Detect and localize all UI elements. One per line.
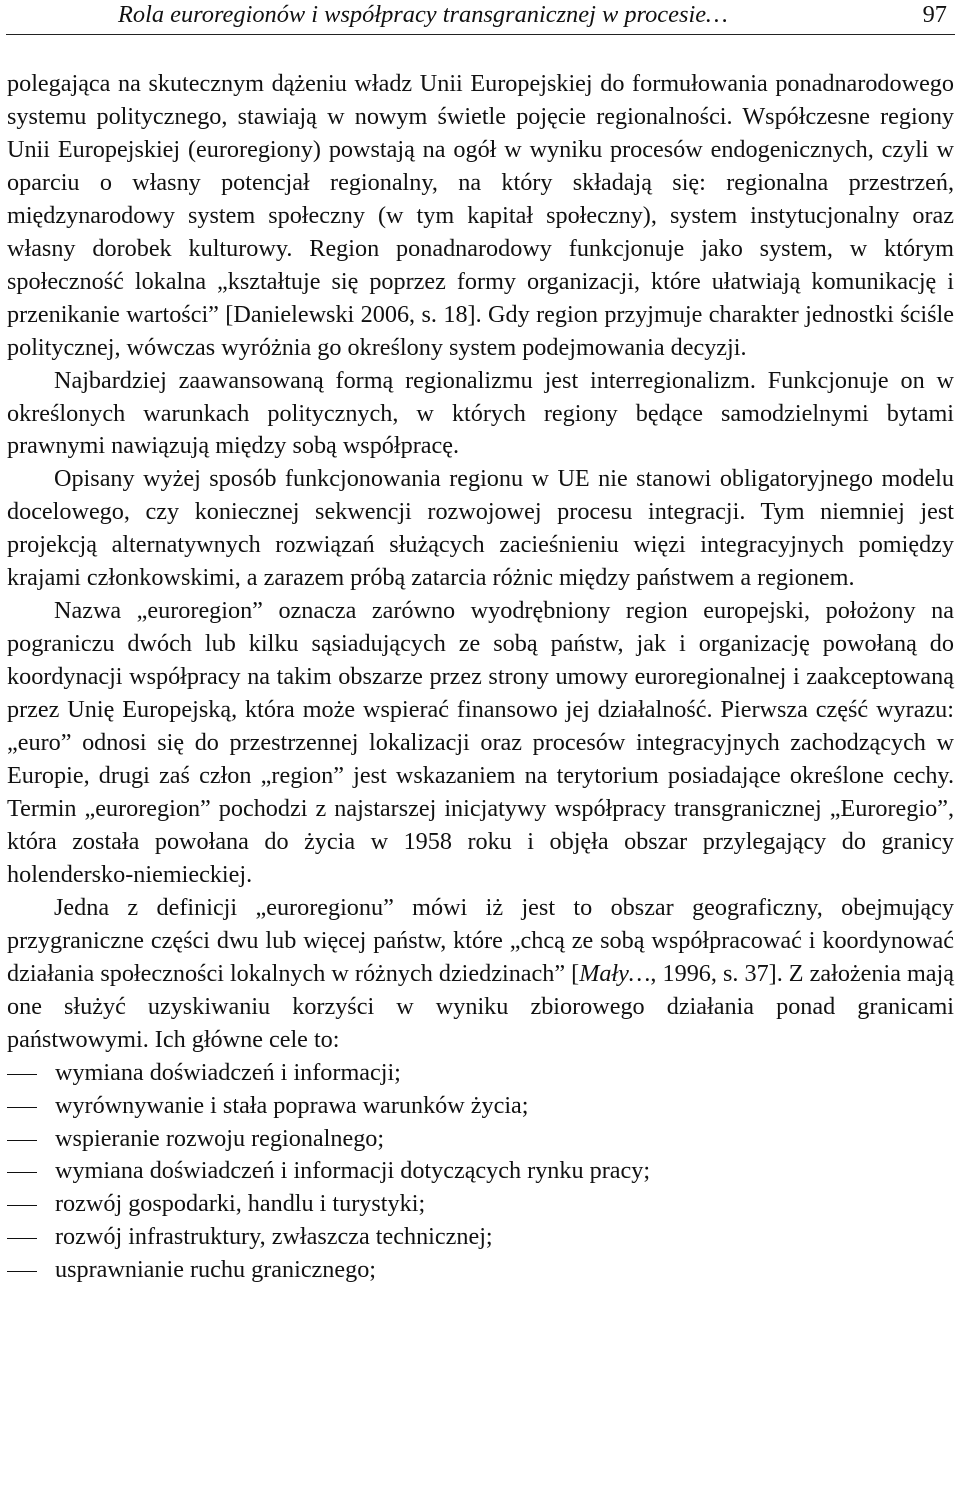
citation-italic: Mały… (579, 959, 651, 987)
paragraph-2-text: Współczesne regiony Unii Europejskiej (euroregiony) powstają na ogół w wyniku procesów endogenicznych, czyli w oparciu o własny potencjał regionalny, na który składają się: regionalna przestrzeń, międzynarodowy system społeczny (w tym kapitał społeczny), system instytucjonalny oraz własny dorobek kulturowy. Region ponadnarodowy funkcjonuje jako system, w którym społeczność lokalna „kształtuje się poprzez formy organizacji, które ułatwiają komunikację i przenikanie wartości” [Danielewski 2006, s. 18]. Gdy region przyjmuje charakter jednostki ściśle politycznej, wówczas wyróżnia go określony system podejmowania decyzji. (7, 102, 955, 361)
list-item (7, 1221, 954, 1254)
running-header (6, 0, 955, 35)
list-item-text: wymiana doświadczeń i informacji; (55, 1058, 401, 1086)
list-item (7, 1057, 954, 1090)
list-item (7, 1254, 954, 1287)
paragraph-6-post: , 1996, s. 37]. Z założenia mają one służyć uzyskiwaniu korzyści w wyniku zbiorowego działania ponad granicami państwowymi. Ich główne cele to: (7, 959, 954, 1053)
paragraph-1 (7, 68, 954, 365)
paragraph-6-pre: Jedna z definicji „euroregionu” mówi iż jest to obszar geograficzny, obejmujący przygraniczne części dwu lub więcej państw, które „chcą ze sobą współpracować i koordynować działania społeczności lokalnych w różnych dziedzinach” [ (7, 893, 954, 987)
list-item-text: rozwój gospodarki, handlu i turystyki; (55, 1190, 426, 1218)
list-item (7, 1155, 954, 1188)
paragraph-2-inline (7, 103, 954, 361)
list-item-text: wyrównywanie i stała poprawa warunków życia; (55, 1091, 529, 1119)
list-item-text: wspieranie rozwoju regionalnego; (55, 1124, 385, 1152)
list-item-text: usprawnianie ruchu granicznego; (55, 1256, 377, 1284)
paragraph-6 (7, 892, 954, 1057)
paragraph-5: Nazwa „euroregion” oznacza zarówno wyodrębniony region europejski, położony na pograniczu dwóch lub kilku sąsiadujących ze sobą państw, jak i organizację powołaną do koordynacji współpracy na takim obszarze przez strony umowy euroregionalnej i zaakceptowaną przez Unię Europejską, która może wspierać finansowo jej działalność. Pierwsza część wyrazu: „euro” odnosi się do przestrzennej lokalizacji oraz procesów integracyjnych zachodzących w Europie, drugi zaś człon „region” jest wskazaniem na terytorium posiadające określone cechy. Termin „euroregion” pochodzi z najstarszej inicjatywy współpracy transgranicznej „Euroregio”, która została powołana do życia w 1958 roku i objęła obszar przylegający do granicy holendersko-niemieckiej. (7, 597, 954, 888)
goals-list (7, 1057, 954, 1288)
running-header-title: Rola euroregionów i współpracy transgranicznej w procesie… (118, 1, 728, 28)
page-number: 97 (922, 1, 947, 28)
paragraph-4: Opisany wyżej sposób funkcjonowania regionu w UE nie stanowi obligatoryjnego modelu docelowego, czy koniecznej sekwencji rozwojowej procesu integracji. Tym niemniej jest projekcją alternatywnych rozwiązań służących zacieśnieniu więzi integracyjnych pomiędzy krajami członkowskimi, a zarazem próbą zatarcia różnic między państwem a regionem. (7, 465, 954, 592)
list-item (7, 1123, 954, 1156)
paragraph-3: Najbardziej zaawansowaną formą regionalizmu jest interregionalizm. Funkcjonuje on w określonych warunkach politycznych, w których regiony będące samodzielnymi bytami prawnymi nawiązują między sobą współpracę. (7, 366, 954, 460)
paragraph-1-text: polegająca na skutecznym dążeniu władz Unii Europejskiej do formułowania ponadnarodowego systemu politycznego, stawiają w nowym świetle pojęcie regionalności. (7, 70, 954, 130)
list-item (7, 1188, 954, 1221)
list-item (7, 1090, 954, 1123)
list-item-text: wymiana doświadczeń i informacji dotyczących rynku pracy; (55, 1157, 651, 1185)
body-text (7, 68, 954, 1287)
list-item-text: rozwój infrastruktury, zwłaszcza technicznej; (55, 1223, 493, 1251)
